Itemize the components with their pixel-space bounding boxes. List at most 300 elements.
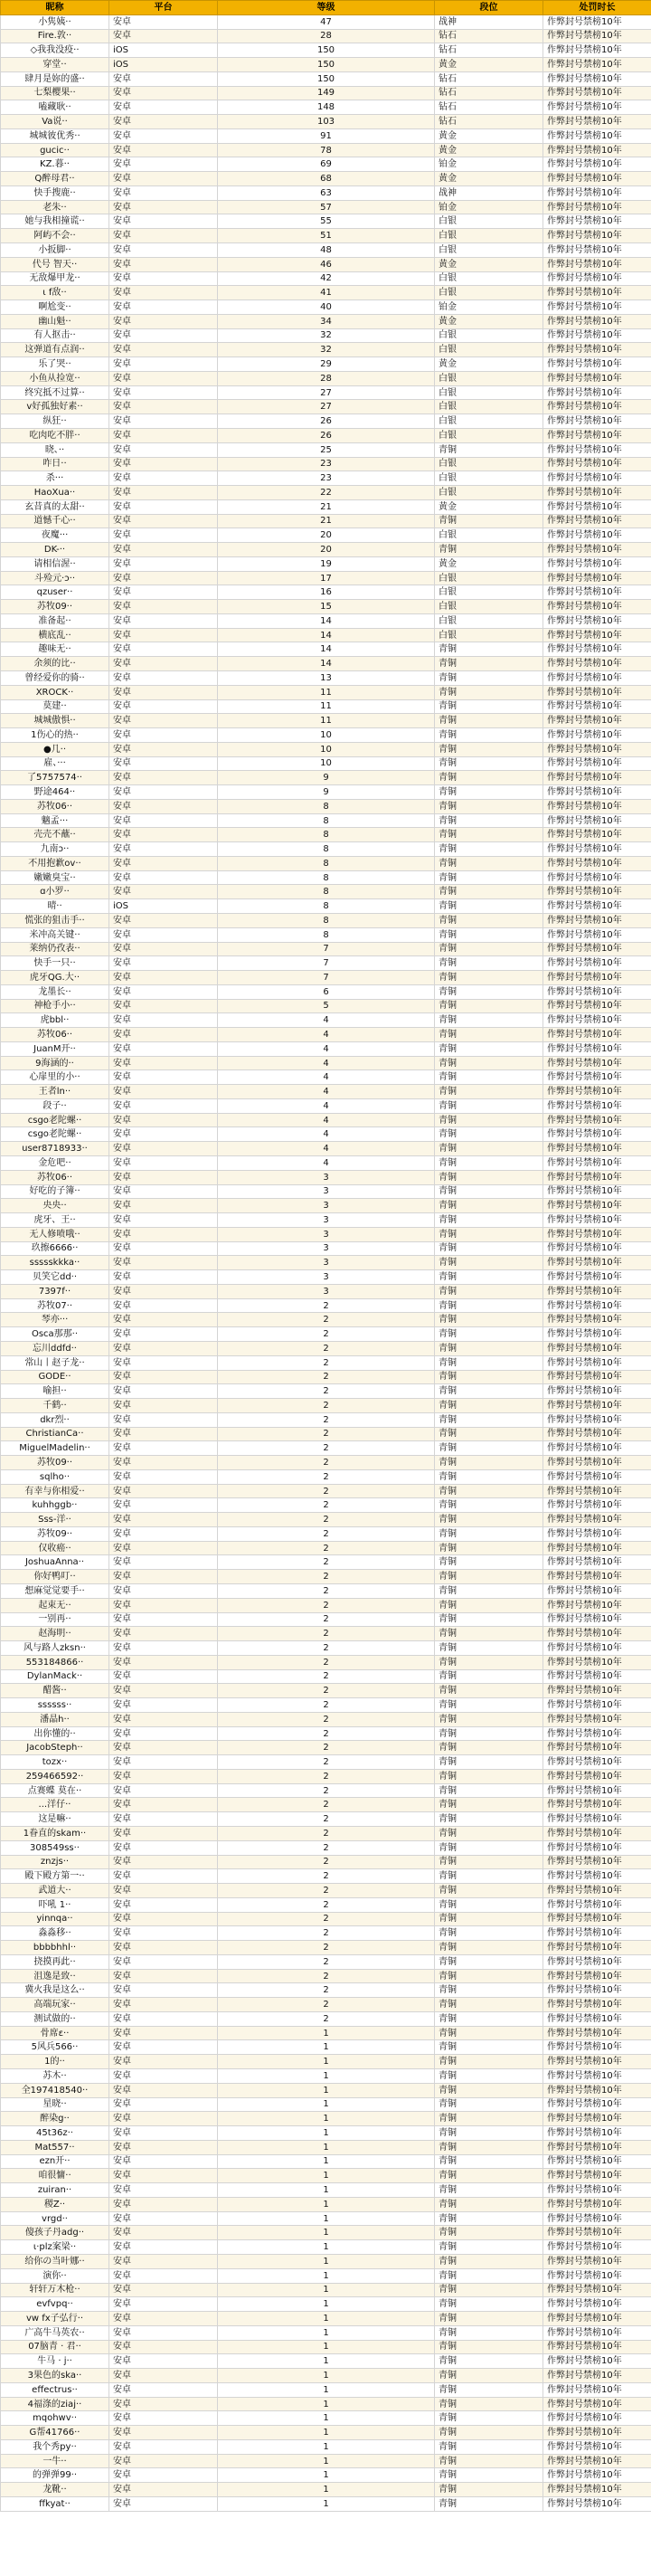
cell-level: 2 <box>218 1698 435 1713</box>
cell-platform: 安卓 <box>109 2340 218 2354</box>
cell-penalty: 作弊封号禁榜10年 <box>543 2126 651 2141</box>
cell-platform: 安卓 <box>109 2040 218 2055</box>
table-row <box>1 1798 651 1812</box>
cell-nickname: 余须的比·· <box>1 657 109 671</box>
cell-penalty: 作弊封号禁榜10年 <box>543 1840 651 1855</box>
cell-nickname: 野途464·· <box>1 785 109 800</box>
cell-rank: 青铜 <box>435 2154 543 2169</box>
cell-platform: 安卓 <box>109 870 218 885</box>
cell-level: 2 <box>218 1412 435 1427</box>
table-row <box>1 58 651 72</box>
cell-level: 3 <box>218 1199 435 1213</box>
cell-nickname: 7397f·· <box>1 1284 109 1298</box>
cell-rank: 青铜 <box>435 1427 543 1441</box>
cell-nickname: 啊尬变·· <box>1 300 109 315</box>
cell-nickname: 快手搜鹿·· <box>1 185 109 200</box>
cell-level: 23 <box>218 471 435 486</box>
table-row <box>1 343 651 357</box>
cell-rank: 青铜 <box>435 1041 543 1056</box>
cell-platform: 安卓 <box>109 2426 218 2440</box>
cell-level: 1 <box>218 2496 435 2511</box>
table-row <box>1 71 651 86</box>
cell-platform: 安卓 <box>109 2354 218 2369</box>
cell-rank: 青铜 <box>435 1241 543 1256</box>
cell-rank: 青铜 <box>435 1669 543 1684</box>
cell-platform: 安卓 <box>109 1669 218 1684</box>
table-row <box>1 942 651 956</box>
cell-penalty: 作弊封号禁榜10年 <box>543 214 651 229</box>
cell-rank: 青铜 <box>435 1884 543 1898</box>
cell-nickname: 星晓·· <box>1 2097 109 2112</box>
cell-platform: 安卓 <box>109 1755 218 1770</box>
cell-nickname: 幽山魁·· <box>1 314 109 328</box>
cell-platform: 安卓 <box>109 1056 218 1070</box>
cell-penalty: 作弊封号禁榜10年 <box>543 914 651 928</box>
cell-nickname: 的弹弹99·· <box>1 2468 109 2483</box>
cell-nickname: 纵狂·· <box>1 414 109 429</box>
table-row <box>1 828 651 842</box>
cell-level: 8 <box>218 870 435 885</box>
cell-rank: 青铜 <box>435 2382 543 2397</box>
cell-platform: 安卓 <box>109 927 218 942</box>
cell-penalty: 作弊封号禁榜10年 <box>543 1399 651 1413</box>
cell-level: 55 <box>218 214 435 229</box>
cell-level: 1 <box>218 2312 435 2326</box>
table-row <box>1 1840 651 1855</box>
cell-platform: 安卓 <box>109 286 218 300</box>
table-row <box>1 1884 651 1898</box>
cell-level: 2 <box>218 2011 435 2026</box>
cell-platform: 安卓 <box>109 2112 218 2126</box>
table-row <box>1 1427 651 1441</box>
cell-level: 2 <box>218 1926 435 1941</box>
cell-level: 1 <box>218 2226 435 2240</box>
cell-nickname: 忘川ddfd·· <box>1 1341 109 1355</box>
table-row <box>1 2496 651 2511</box>
cell-penalty: 作弊封号禁榜10年 <box>543 2297 651 2312</box>
cell-platform: 安卓 <box>109 2126 218 2141</box>
cell-rank: 青铜 <box>435 2183 543 2198</box>
cell-rank: 青铜 <box>435 699 543 714</box>
cell-penalty: 作弊封号禁榜10年 <box>543 1412 651 1427</box>
cell-nickname: 我个秀py·· <box>1 2439 109 2454</box>
cell-rank: 白银 <box>435 214 543 229</box>
cell-penalty: 作弊封号禁榜10年 <box>543 2439 651 2454</box>
cell-nickname: 代号 智天·· <box>1 257 109 271</box>
cell-rank: 白银 <box>435 286 543 300</box>
cell-nickname: 259466592·· <box>1 1769 109 1783</box>
table-row <box>1 899 651 914</box>
cell-rank: 青铜 <box>435 1926 543 1941</box>
table-row <box>1 927 651 942</box>
header-penalty: 处罚时长 <box>543 1 651 15</box>
cell-level: 1 <box>218 2397 435 2411</box>
cell-rank: 战神 <box>435 14 543 29</box>
cell-platform: 安卓 <box>109 1113 218 1127</box>
cell-rank: 青铜 <box>435 714 543 728</box>
cell-platform: 安卓 <box>109 2083 218 2097</box>
cell-level: 2 <box>218 1726 435 1741</box>
cell-level: 2 <box>218 1355 435 1370</box>
cell-level: 2 <box>218 1783 435 1798</box>
cell-penalty: 作弊封号禁榜10年 <box>543 2369 651 2383</box>
cell-level: 1 <box>218 2154 435 2169</box>
cell-nickname: ●几·· <box>1 742 109 756</box>
cell-level: 9 <box>218 785 435 800</box>
cell-penalty: 作弊封号禁榜10年 <box>543 1156 651 1171</box>
cell-rank: 青铜 <box>435 1869 543 1884</box>
cell-level: 2 <box>218 1741 435 1755</box>
cell-platform: 安卓 <box>109 728 218 743</box>
cell-nickname: 晓、·· <box>1 442 109 457</box>
cell-penalty: 作弊封号禁榜10年 <box>543 1855 651 1869</box>
cell-penalty: 作弊封号禁榜10年 <box>543 286 651 300</box>
cell-rank: 青铜 <box>435 785 543 800</box>
cell-nickname: 道憾千心·· <box>1 514 109 528</box>
table-row <box>1 2055 651 2069</box>
cell-level: 2 <box>218 1427 435 1441</box>
cell-penalty: 作弊封号禁榜10年 <box>543 2083 651 2097</box>
cell-nickname: 千鹤·· <box>1 1399 109 1413</box>
cell-platform: 安卓 <box>109 1213 218 1228</box>
cell-nickname: HaoXua·· <box>1 486 109 500</box>
cell-penalty: 作弊封号禁榜10年 <box>543 1541 651 1555</box>
cell-rank: 青铜 <box>435 1127 543 1142</box>
cell-platform: 安卓 <box>109 1199 218 1213</box>
cell-nickname: 这是嘛·· <box>1 1812 109 1827</box>
cell-rank: 白银 <box>435 428 543 442</box>
cell-rank: 青铜 <box>435 1941 543 1955</box>
cell-platform: 安卓 <box>109 157 218 172</box>
cell-rank: 钻石 <box>435 71 543 86</box>
cell-rank: 青铜 <box>435 1412 543 1427</box>
cell-rank: 白银 <box>435 400 543 414</box>
cell-platform: 安卓 <box>109 842 218 857</box>
cell-level: 26 <box>218 414 435 429</box>
cell-nickname: ◇我我没疫·· <box>1 43 109 58</box>
cell-nickname: 4福涤的ziaj·· <box>1 2397 109 2411</box>
cell-penalty: 作弊封号禁榜10年 <box>543 670 651 685</box>
table-row <box>1 1484 651 1498</box>
cell-nickname: 贝笑它dd·· <box>1 1270 109 1285</box>
cell-platform: 安卓 <box>109 585 218 600</box>
cell-level: 3 <box>218 1241 435 1256</box>
cell-penalty: 作弊封号禁榜10年 <box>543 471 651 486</box>
cell-platform: 安卓 <box>109 442 218 457</box>
cell-nickname: 虎牙、王·· <box>1 1213 109 1228</box>
cell-penalty: 作弊封号禁榜10年 <box>543 2240 651 2255</box>
cell-penalty: 作弊封号禁榜10年 <box>543 927 651 942</box>
cell-penalty: 作弊封号禁榜10年 <box>543 1199 651 1213</box>
table-row <box>1 1156 651 1171</box>
cell-level: 1 <box>218 2040 435 2055</box>
table-row <box>1 1227 651 1241</box>
table-row <box>1 385 651 400</box>
cell-penalty: 作弊封号禁榜10年 <box>543 257 651 271</box>
cell-level: 1 <box>218 2325 435 2340</box>
cell-nickname: 45t36z·· <box>1 2126 109 2141</box>
cell-platform: 安卓 <box>109 1284 218 1298</box>
cell-penalty: 作弊封号禁榜10年 <box>543 357 651 372</box>
cell-level: 1 <box>218 2197 435 2211</box>
table-row <box>1 1598 651 1612</box>
cell-platform: 安卓 <box>109 357 218 372</box>
cell-nickname: 横底乱·· <box>1 628 109 642</box>
cell-nickname: user8718933·· <box>1 1142 109 1156</box>
cell-platform: 安卓 <box>109 1983 218 1998</box>
cell-nickname: 牛马 · j·· <box>1 2354 109 2369</box>
cell-penalty: 作弊封号禁榜10年 <box>543 1954 651 1969</box>
cell-platform: 安卓 <box>109 1541 218 1555</box>
table-row <box>1 1270 651 1285</box>
cell-nickname: 小鱼从捡宽·· <box>1 371 109 385</box>
cell-level: 1 <box>218 2297 435 2312</box>
cell-penalty: 作弊封号禁榜10年 <box>543 1583 651 1598</box>
cell-nickname: 3果色的ska·· <box>1 2369 109 2383</box>
table-row <box>1 657 651 671</box>
cell-nickname: csgo老陀螺·· <box>1 1127 109 1142</box>
table-row <box>1 1941 651 1955</box>
table-row <box>1 1755 651 1770</box>
cell-level: 69 <box>218 157 435 172</box>
cell-level: 4 <box>218 1056 435 1070</box>
table-row <box>1 1783 651 1798</box>
table-row <box>1 128 651 143</box>
cell-nickname: mqohwv·· <box>1 2411 109 2426</box>
cell-nickname: effectrus·· <box>1 2382 109 2397</box>
cell-rank: 青铜 <box>435 1313 543 1327</box>
cell-penalty: 作弊封号禁榜10年 <box>543 1755 651 1770</box>
cell-nickname: 5风兵566·· <box>1 2040 109 2055</box>
cell-penalty: 作弊封号禁榜10年 <box>543 999 651 1013</box>
cell-penalty: 作弊封号禁榜10年 <box>543 2340 651 2354</box>
cell-penalty: 作弊封号禁榜10年 <box>543 771 651 785</box>
cell-level: 2 <box>218 1969 435 1983</box>
table-row <box>1 2183 651 2198</box>
cell-rank: 青铜 <box>435 1384 543 1399</box>
cell-level: 3 <box>218 1227 435 1241</box>
cell-penalty: 作弊封号禁榜10年 <box>543 128 651 143</box>
cell-nickname: 挠摸再此·· <box>1 1954 109 1969</box>
table-row <box>1 2325 651 2340</box>
cell-level: 1 <box>218 2211 435 2226</box>
cell-platform: 安卓 <box>109 1256 218 1270</box>
cell-level: 1 <box>218 2112 435 2126</box>
table-row <box>1 2454 651 2468</box>
cell-rank: 青铜 <box>435 2197 543 2211</box>
cell-nickname: 骨席ε·· <box>1 2026 109 2040</box>
cell-rank: 青铜 <box>435 1098 543 1113</box>
table-row <box>1 999 651 1013</box>
cell-nickname: 冀火我是这么·· <box>1 1983 109 1998</box>
cell-rank: 青铜 <box>435 1199 543 1213</box>
table-row <box>1 699 651 714</box>
cell-level: 25 <box>218 442 435 457</box>
cell-platform: 安卓 <box>109 115 218 129</box>
cell-rank: 青铜 <box>435 1270 543 1285</box>
cell-penalty: 作弊封号禁榜10年 <box>543 1897 651 1912</box>
cell-penalty: 作弊封号禁榜10年 <box>543 1884 651 1898</box>
cell-penalty: 作弊封号禁榜10年 <box>543 556 651 571</box>
cell-rank: 青铜 <box>435 899 543 914</box>
cell-penalty: 作弊封号禁榜10年 <box>543 185 651 200</box>
cell-level: 57 <box>218 200 435 214</box>
cell-platform: 安卓 <box>109 1827 218 1841</box>
cell-platform: 安卓 <box>109 243 218 258</box>
table-row <box>1 742 651 756</box>
cell-penalty: 作弊封号禁榜10年 <box>543 1469 651 1484</box>
cell-penalty: 作弊封号禁榜10年 <box>543 1698 651 1713</box>
cell-platform: iOS <box>109 43 218 58</box>
cell-nickname: ι f敌·· <box>1 286 109 300</box>
cell-penalty: 作弊封号禁榜10年 <box>543 1941 651 1955</box>
cell-nickname: 乐了哭·· <box>1 357 109 372</box>
cell-platform: 安卓 <box>109 1412 218 1427</box>
table-row <box>1 2297 651 2312</box>
cell-level: 2 <box>218 1627 435 1641</box>
cell-level: 10 <box>218 742 435 756</box>
cell-rank: 青铜 <box>435 2097 543 2112</box>
cell-rank: 青铜 <box>435 2340 543 2354</box>
cell-level: 21 <box>218 499 435 514</box>
cell-level: 8 <box>218 842 435 857</box>
table-row <box>1 1641 651 1656</box>
cell-platform: 安卓 <box>109 2240 218 2255</box>
cell-level: 2 <box>218 1498 435 1513</box>
cell-level: 1 <box>218 2454 435 2468</box>
cell-level: 91 <box>218 128 435 143</box>
cell-level: 1 <box>218 2140 435 2154</box>
cell-platform: 安卓 <box>109 1456 218 1470</box>
cell-rank: 青铜 <box>435 728 543 743</box>
cell-platform: iOS <box>109 58 218 72</box>
cell-penalty: 作弊封号禁榜10年 <box>543 543 651 557</box>
cell-rank: 青铜 <box>435 756 543 771</box>
cell-rank: 白银 <box>435 457 543 471</box>
cell-platform: 安卓 <box>109 1070 218 1085</box>
cell-platform: 安卓 <box>109 2183 218 2198</box>
cell-penalty: 作弊封号禁榜10年 <box>543 1142 651 1156</box>
cell-nickname: 苏牧09·· <box>1 600 109 614</box>
cell-nickname: 有幸与你相爱·· <box>1 1484 109 1498</box>
table-row <box>1 1583 651 1598</box>
cell-level: 48 <box>218 243 435 258</box>
table-row <box>1 1655 651 1669</box>
cell-rank: 青铜 <box>435 1912 543 1926</box>
cell-platform: 安卓 <box>109 1241 218 1256</box>
cell-penalty: 作弊封号禁榜10年 <box>543 157 651 172</box>
cell-platform: 安卓 <box>109 813 218 828</box>
cell-rank: 青铜 <box>435 2454 543 2468</box>
cell-platform: 安卓 <box>109 1028 218 1042</box>
cell-rank: 青铜 <box>435 1028 543 1042</box>
table-row <box>1 2268 651 2283</box>
cell-penalty: 作弊封号禁榜10年 <box>543 856 651 870</box>
cell-rank: 青铜 <box>435 1156 543 1171</box>
table-row <box>1 371 651 385</box>
table-row <box>1 1698 651 1713</box>
cell-penalty: 作弊封号禁榜10年 <box>543 2268 651 2283</box>
cell-penalty: 作弊封号禁榜10年 <box>543 2354 651 2369</box>
cell-platform: 安卓 <box>109 828 218 842</box>
cell-nickname: G帮41766·· <box>1 2426 109 2440</box>
cell-penalty: 作弊封号禁榜10年 <box>543 271 651 286</box>
cell-level: 2 <box>218 1884 435 1898</box>
cell-penalty: 作弊封号禁榜10年 <box>543 1627 651 1641</box>
cell-penalty: 作弊封号禁榜10年 <box>543 942 651 956</box>
cell-penalty: 作弊封号禁榜10年 <box>543 499 651 514</box>
cell-platform: 安卓 <box>109 885 218 899</box>
table-row <box>1 1070 651 1085</box>
cell-platform: 安卓 <box>109 1384 218 1399</box>
cell-level: 27 <box>218 400 435 414</box>
cell-nickname: 了5757574·· <box>1 771 109 785</box>
cell-level: 14 <box>218 628 435 642</box>
cell-penalty: 作弊封号禁榜10年 <box>543 1812 651 1827</box>
cell-platform: 安卓 <box>109 128 218 143</box>
cell-platform: 安卓 <box>109 543 218 557</box>
cell-rank: 黄金 <box>435 499 543 514</box>
table-row <box>1 771 651 785</box>
cell-rank: 青铜 <box>435 1969 543 1983</box>
cell-penalty: 作弊封号禁榜10年 <box>543 1912 651 1926</box>
cell-penalty: 作弊封号禁榜10年 <box>543 1327 651 1342</box>
cell-rank: 青铜 <box>435 856 543 870</box>
table-row <box>1 1998 651 2012</box>
cell-level: 103 <box>218 115 435 129</box>
cell-nickname: MiguelMadelin·· <box>1 1441 109 1456</box>
table-row <box>1 2040 651 2055</box>
cell-rank: 青铜 <box>435 1897 543 1912</box>
table-row <box>1 2426 651 2440</box>
cell-rank: 青铜 <box>435 2369 543 2383</box>
cell-rank: 白银 <box>435 328 543 343</box>
cell-penalty: 作弊封号禁榜10年 <box>543 1484 651 1498</box>
cell-nickname: 无人修喷哦·· <box>1 1227 109 1241</box>
table-row <box>1 1712 651 1726</box>
table-row <box>1 471 651 486</box>
cell-platform: 安卓 <box>109 2496 218 2511</box>
cell-platform: 安卓 <box>109 1769 218 1783</box>
table-row <box>1 1969 651 1983</box>
table-row <box>1 856 651 870</box>
cell-rank: 青铜 <box>435 1798 543 1812</box>
cell-nickname: 苏木·· <box>1 2069 109 2084</box>
cell-level: 4 <box>218 1070 435 1085</box>
cell-penalty: 作弊封号禁榜10年 <box>543 385 651 400</box>
cell-nickname: 轩轩万木枪·· <box>1 2283 109 2297</box>
cell-rank: 青铜 <box>435 1712 543 1726</box>
cell-penalty: 作弊封号禁榜10年 <box>543 1769 651 1783</box>
cell-rank: 青铜 <box>435 984 543 999</box>
cell-penalty: 作弊封号禁榜10年 <box>543 2468 651 2483</box>
table-row <box>1 1441 651 1456</box>
table-row <box>1 2240 651 2255</box>
cell-platform: 安卓 <box>109 2439 218 2454</box>
table-row <box>1 2254 651 2268</box>
cell-platform: 安卓 <box>109 2411 218 2426</box>
cell-rank: 白银 <box>435 229 543 243</box>
cell-rank: 青铜 <box>435 1526 543 1541</box>
cell-platform: 安卓 <box>109 2026 218 2040</box>
cell-rank: 青铜 <box>435 1085 543 1099</box>
table-row <box>1 1098 651 1113</box>
cell-level: 1 <box>218 2369 435 2383</box>
cell-platform: 安卓 <box>109 1570 218 1584</box>
cell-platform: 安卓 <box>109 1298 218 1313</box>
cell-rank: 钻石 <box>435 100 543 115</box>
cell-penalty: 作弊封号禁榜10年 <box>543 1241 651 1256</box>
